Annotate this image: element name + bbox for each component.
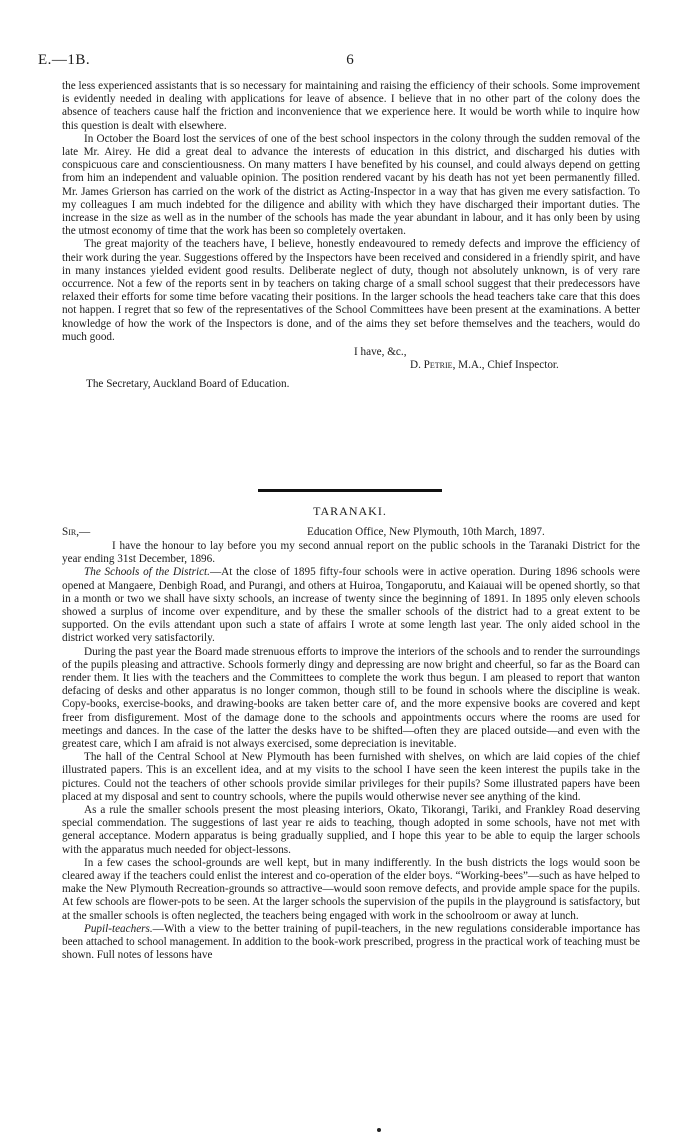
section-title: TARANAKI. [313, 504, 387, 518]
section-heading: Pupil-teachers. [84, 922, 153, 935]
auckland-report-end [62, 80, 640, 392]
signature-name: D. Petrie [410, 359, 453, 372]
opening-paragraph: I have the honour to lay before you my second annual report on the public schools in the Taranaki District for the year ending 31st December, 1896. [62, 540, 640, 566]
signature [62, 359, 640, 372]
salutation-line [62, 526, 640, 540]
page-header [38, 52, 662, 72]
page-mark [377, 1128, 381, 1132]
taranaki-report [62, 526, 640, 963]
document-reference: E.—1B. [38, 52, 91, 68]
closing: I have, &c., [354, 346, 407, 359]
salutation: Sir,— [62, 526, 91, 538]
paragraph: In October the Board lost the services of one of the best school inspectors in the colony through the sudden removal of the late Mr. Airey. He did a great deal to advance the interests of education in this district, and discharged his duties with conspicuous care and conscientiousness. On many matters I have benefited by his counsel, and could always depend on getting from him an independent and valuable opinion. The position rendered vacant by his death has not yet been permanently filled. Mr. James Grierson has carried on the work of the district as Acting-Inspector in a way that has given me every satisfaction. To my colleagues I am much indebted for the diligence and ability with which they have discharged their important duties. The increase in the size as well as in the number of the schools has made the year abundant in labour, and it has only been by using the utmost economy of time that the work has been so completely overtaken. [62, 132, 640, 238]
paragraph: As a rule the smaller schools present the most pleasing interiors, Okato, Tikorangi, Tariki, and Frankley Road deserving special commendation. The suggestions of last year re aids to teaching, though adopted in some schools, have not met with general acceptance. Modern apparatus is being gradually supplied, and I hope this year to be able to equip the larger schools with the apparatus much needed for object-lessons. [62, 804, 640, 856]
addressee: The Secretary, Auckland Board of Education. [86, 378, 290, 391]
paragraph [62, 923, 640, 963]
section-heading: The Schools of the District. [84, 566, 210, 579]
signature-title: , M.A., Chief Inspector. [452, 359, 559, 372]
paragraph-text: —At the close of 1895 fifty-four schools were in active operation. During 1896 schools were opened at Mangaere, Denbigh Road, and Purangi, and others at Huiroa, Tongaporutu, and Kaiauai will be opened shortly, so that in a month or two we shall have sixty schools, an increase of twenty since the beginning of 1891. In 1895 only eleven schools showed a surplus of income over expenditure, and by these the smaller schools of the district had to a great extent to be supported. On the evils attendant upon such a state of affairs I wrote at some length last year. The only aided school in the district worked very satisfactorily. [62, 566, 640, 645]
paragraph [62, 566, 640, 645]
section-divider [258, 489, 442, 492]
dateline: Education Office, New Plymouth, 10th March, 1897. [307, 526, 545, 538]
paragraph: The hall of the Central School at New Plymouth has been furnished with shelves, on which are laid copies of the chief illustrated papers. This is an excellent idea, and at my visits to the school I have seen the keen interest the pupils take in the pictures. Could not the teachers of other schools provide similar privileges for their pupils? Some illustrated papers have been placed at my disposal and sent to country schools, where the pupils would otherwise never see anything of the kind. [62, 751, 640, 803]
paragraph: The great majority of the teachers have, I believe, honestly endeavoured to remedy defects and improve the efficiency of their work during the year. Suggestions offered by the Inspectors have been received and considered in a friendly spirit, and have in many instances yielded evident good results. Deliberate neglect of duty, though not absolutely unknown, is of very rare occurrence. Not a few of the reports sent in by teachers on taking charge of a small school suggest that their predecessors have relaxed their efforts for some time before vacating their positions. In the larger schools the head teachers take care that this does not happen. I regret that so few of the representatives of the School Committees have been present at the examinations. A better knowledge of how the work of the Inspectors is done, and of the aims they set before themselves and the teachers, would do much good. [62, 238, 640, 343]
signature-block [62, 346, 640, 392]
paragraph: the less experienced assistants that is so necessary for maintaining and raising the efficiency of their schools. Some improvement is evidently needed in dealing with applications for leave of absence. I believe that in no other part of the colony does the absence of teachers cause half the friction and inconvenience that we experience here. It would be worth while to inquire how this question is dealt with elsewhere. [62, 80, 640, 132]
paragraph-text: —With a view to the better training of pupil-teachers, in the new regulations considerable importance has been attached to school management. In addition to the book-work prescribed, progress in the practical work of teaching must be shown. Full notes of lessons have [62, 922, 640, 962]
paragraph: In a few cases the school-grounds are well kept, but in many indifferently. In the bush districts the logs would soon be cleared away if the teachers could enlist the interest and co-operation of the elder boys. “Working-bees”—such as have helped to make the New Plymouth Recreation-grounds so attractive—would soon remove defects, and provide ample space for the pupils. At few schools are flower-pots to be seen. At the larger schools the supervision of the pupils in the playground is satisfactory, but at the smaller schools is often neglected, the teachers being engaged with work in the schoolroom or away at lunch. [62, 856, 640, 922]
paragraph: During the past year the Board made strenuous efforts to improve the interiors of the schools and to render the surroundings of the pupils pleasing and attractive. Schools formerly dingy and depressing are now bright and cheerful, so far as the Board can render them. It lies with the teachers and the Committees to complete the work thus begun. I am pleased to report that wanton defacing of desks and other apparatus is no longer common, though still to be found in schools where the discipline is weak. Copy-books, exercise-books, and drawing-books are taken better care of, and the more expensive books are covered and kept freer from disfigurement. Most of the damage done to the schools and appointments occurs where the rooms are used for meetings and dances. In the case of the latter the desks have to be shifted—often they are placed outside—and even with the greatest care, which I am afraid is not always exercised, some depreciation is inevitable. [62, 645, 640, 751]
page-number: 6 [346, 52, 354, 68]
